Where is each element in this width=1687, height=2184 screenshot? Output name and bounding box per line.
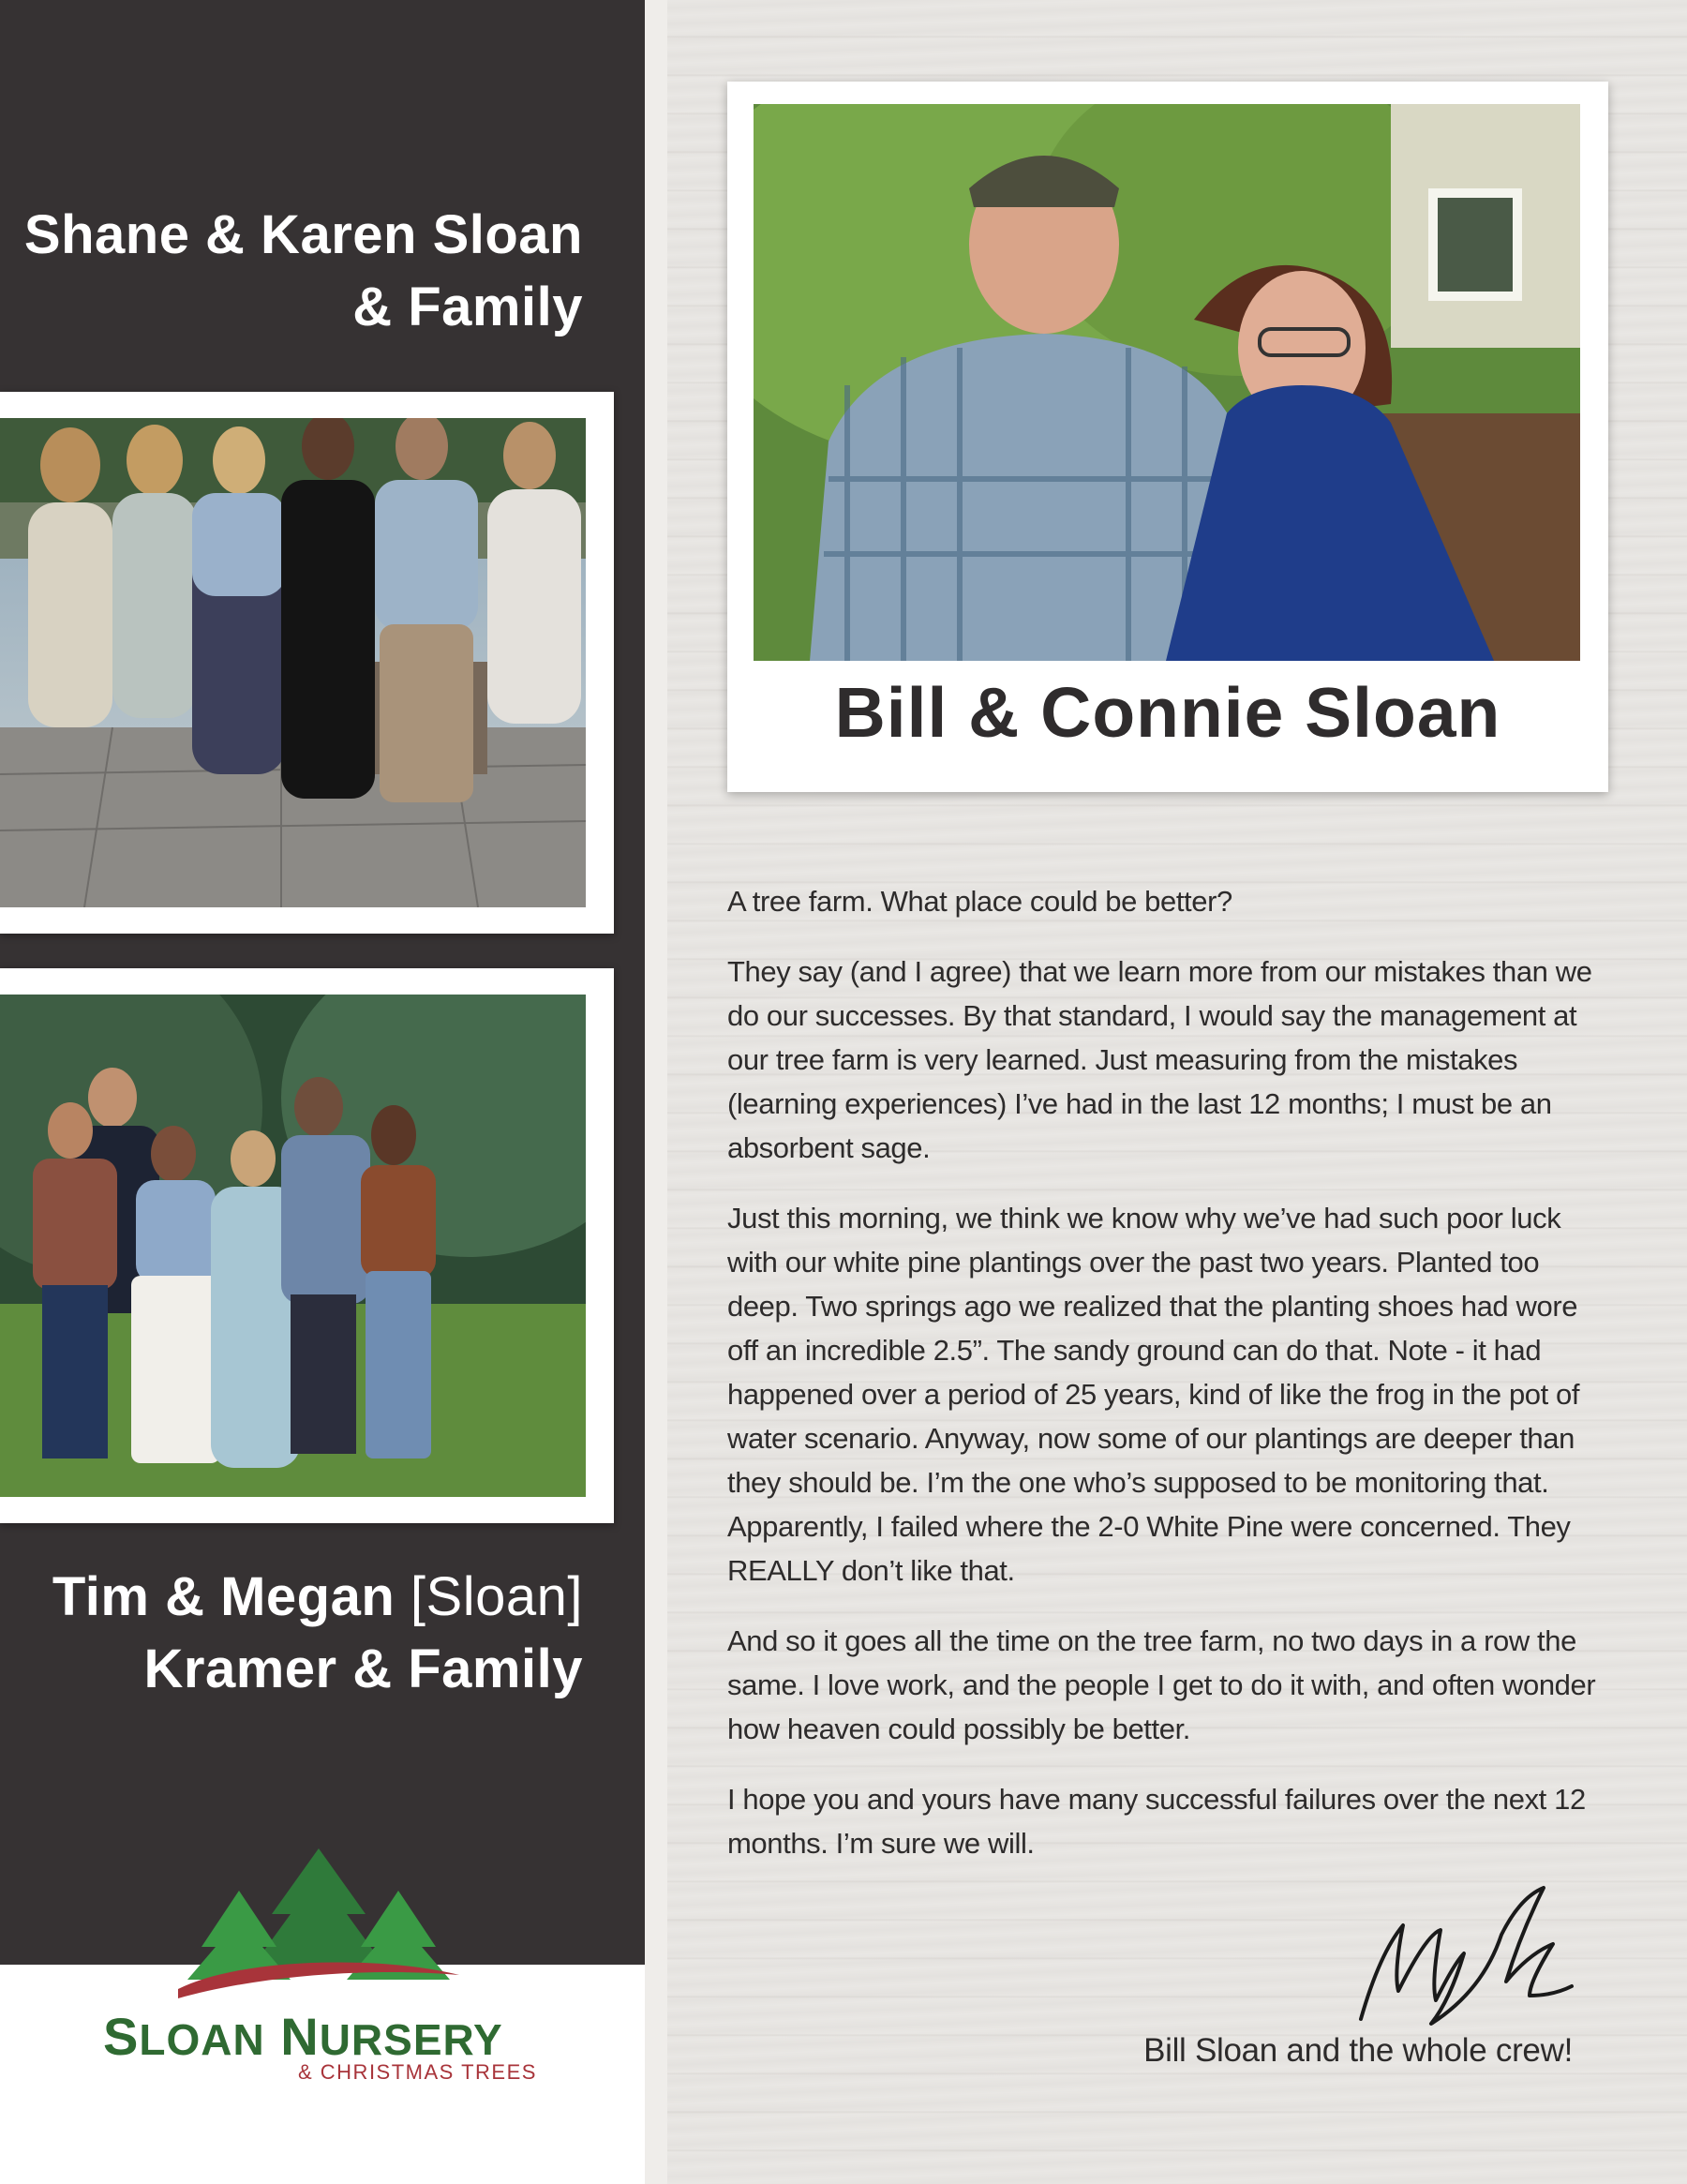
logo-letter: N (280, 2007, 320, 2066)
logo-letters: URSERY (319, 2015, 503, 2064)
family-title-line (52, 1561, 583, 1633)
tree-logo-icon (169, 1848, 469, 1998)
couple-photo-illustration (754, 104, 1580, 661)
photo-frame-tim-family (0, 968, 614, 1523)
logo-wordmark (103, 2006, 503, 2067)
handwritten-signature (1342, 1878, 1586, 2028)
photo-caption: Bill & Connie Sloan (834, 673, 1501, 752)
polaroid-frame (727, 82, 1608, 792)
family-title-line: Kramer & Family (143, 1638, 583, 1699)
letter-paragraph: A tree farm. What place could be better? (727, 885, 1232, 918)
family-photo-tim (0, 995, 586, 1497)
logo-subtitle: & CHRISTMAS TREES (298, 2060, 537, 2084)
letter-paragraph: Just this morning, we think we know why we’ve had such poor luck with our white pine plantings over the past two years. Planted too deep. Two springs ago we realized that the planting shoes had wore off an incredible 2.5”. The sandy ground can do that. Note - it had happened over a period of 25 years, kind of like the frog in the pot of water scenario. Anyway, now some of our plantings are deeper than they should be. I’m the one who’s supposed to be monitoring that. Apparently, I failed where the 2-0 White Pine were concerned. They REALLY don’t like that. (727, 1202, 1580, 1587)
letter-body (727, 879, 1599, 1892)
family-title-maiden-name: [Sloan] (410, 1566, 583, 1627)
family-title-tim-megan (52, 1561, 583, 1705)
family-title-line: Shane & Karen Sloan (23, 204, 583, 265)
logo-letter: S (103, 2007, 140, 2066)
family-title-line: & Family (352, 277, 583, 337)
family-title-bold: Tim & Megan (52, 1566, 396, 1627)
sign-off: Bill Sloan and the whole crew! (1143, 2032, 1573, 2069)
family-photo-shane (0, 418, 586, 907)
letter-paragraph: I hope you and yours have many successful failures over the next 12 months. I’m sure we will. (727, 1783, 1586, 1860)
photo-frame-shane-family (0, 392, 614, 934)
logo-letters: LOAN (139, 2015, 265, 2064)
family-title-shane-karen (24, 199, 583, 343)
letter-paragraph: They say (and I agree) that we learn more from our mistakes than we do our successes. By that standard, I would say the management at our tree farm is very learned. Just measuring from the mistakes (learning experiences) I’ve had in the last 12 months; I must be an absorbent sage. (727, 955, 1592, 1164)
couple-photo (754, 104, 1580, 661)
letter-paragraph: And so it goes all the time on the tree farm, no two days in a row the same. I love work, and the people I get to do it with, and often wonder how heaven could possibly be better. (727, 1624, 1596, 1745)
family-photo-illustration (0, 995, 586, 1497)
family-photo-illustration (0, 418, 586, 907)
